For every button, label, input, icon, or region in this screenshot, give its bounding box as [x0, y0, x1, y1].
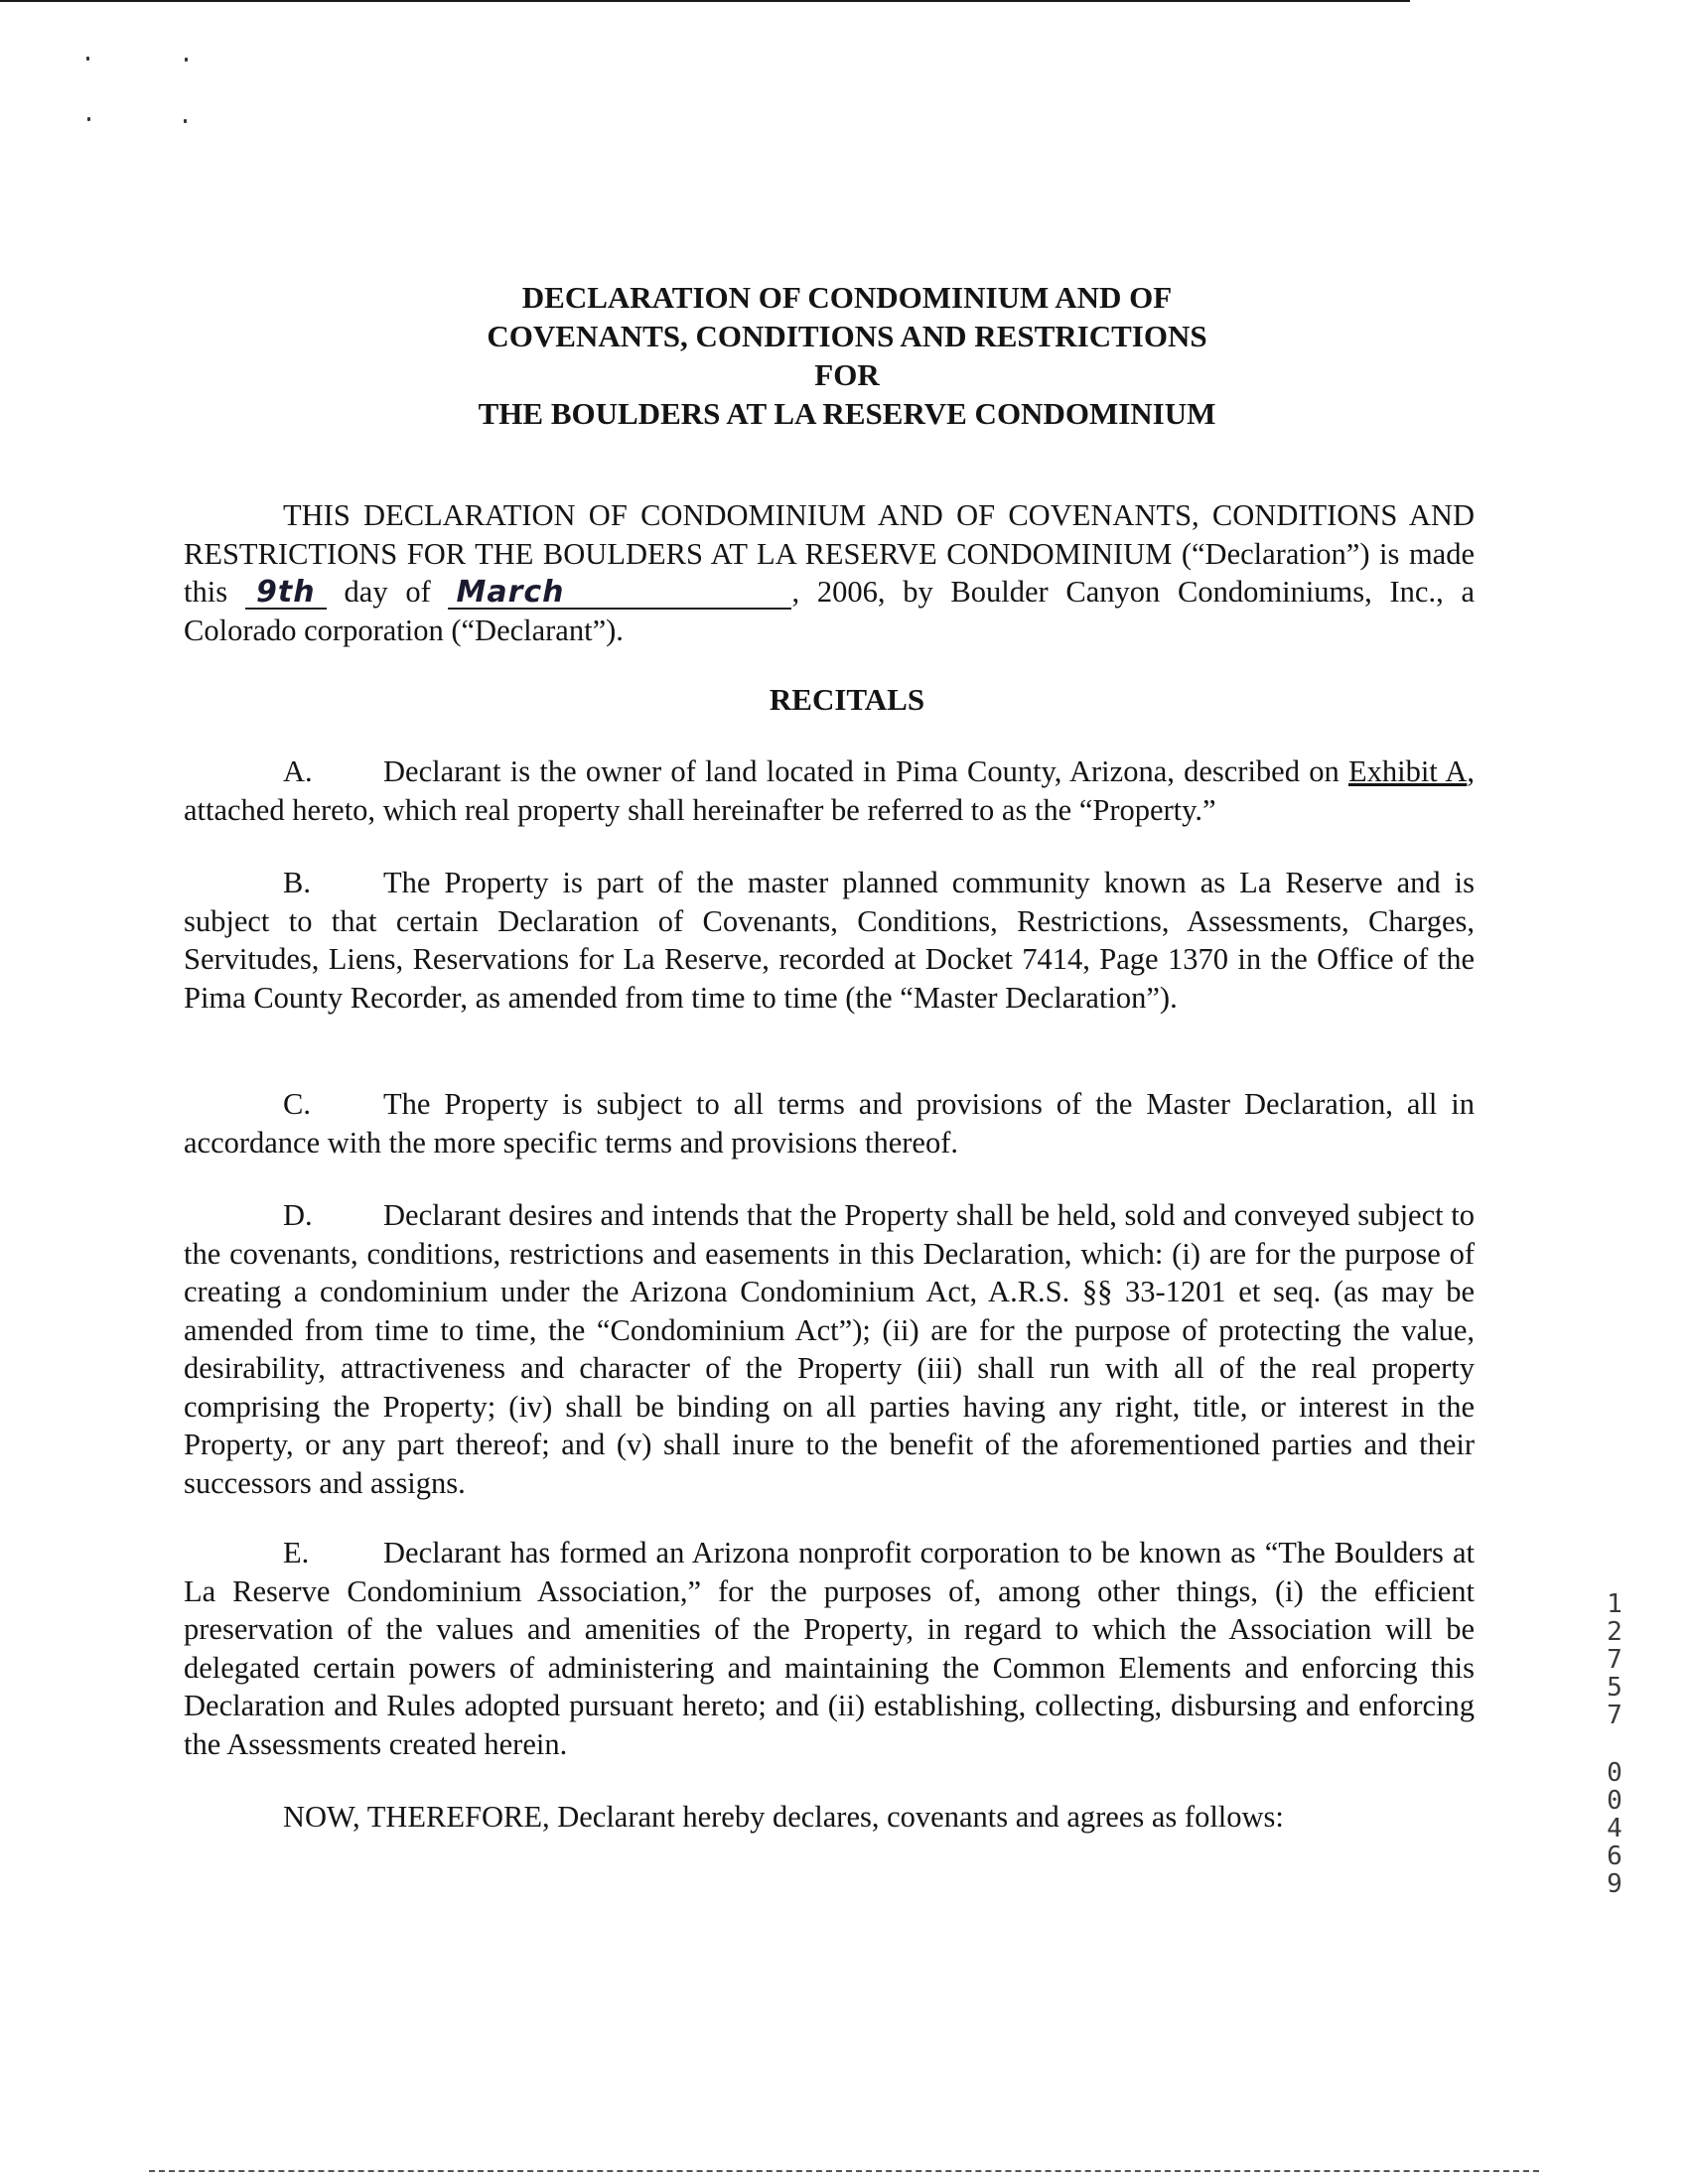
stamp-digit: 2	[1607, 1617, 1623, 1647]
handwritten-day: 9th	[256, 575, 316, 610]
recital-a-text-start: Declarant is the owner of land located in Pima County, Arizona, described on	[383, 754, 1348, 788]
stamp-digit: 7	[1607, 1645, 1623, 1675]
recital-c-text: The Property is subject to all terms and provisions of the Master Declaration, all in accordance with the more specific terms and provisions thereof.	[184, 1087, 1475, 1160]
stamp-digit: 5	[1607, 1673, 1623, 1703]
scan-top-edge	[0, 0, 1410, 2]
recital-letter: B.	[283, 866, 311, 899]
title-line: FOR	[814, 357, 880, 392]
recital-b	[184, 864, 1475, 1017]
intro-paragraph	[184, 496, 1475, 649]
recital-a	[184, 752, 1475, 829]
intro-text-after-month: , 2006, by Boulder Canyon Condominiums, Inc., a Colorado corporation (“Declarant”).	[184, 575, 1475, 647]
stamp-digit: 7	[1607, 1701, 1623, 1730]
stamp-digit: 6	[1607, 1842, 1623, 1871]
recitals-heading: RECITALS	[769, 682, 925, 717]
recital-c	[184, 1085, 1475, 1161]
title-line: THE BOULDERS AT LA RESERVE CONDOMINIUM	[478, 396, 1216, 431]
recital-letter: A.	[283, 754, 313, 788]
recital-letter: E.	[283, 1536, 310, 1570]
scan-speck	[185, 58, 188, 62]
exhibit-a-reference: Exhibit A	[1347, 754, 1468, 788]
scan-speck	[86, 57, 89, 61]
day-blank	[245, 577, 327, 610]
recital-letter: C.	[283, 1087, 311, 1121]
title-line: DECLARATION OF CONDOMINIUM AND OF	[521, 280, 1173, 315]
stamp-digit: 0	[1607, 1786, 1623, 1816]
scan-speck	[184, 119, 187, 123]
scan-speck	[87, 117, 90, 121]
title-line: COVENANTS, CONDITIONS AND RESTRICTIONS	[487, 319, 1207, 353]
document-title	[0, 278, 1694, 433]
scan-bottom-edge	[149, 2170, 1539, 2172]
stamp-digit: 9	[1607, 1869, 1623, 1899]
recital-e-text: Declarant has formed an Arizona nonprofit corporation to be known as “The Boulders at La Reserve Condominium Association,” for the purposes of, among other things, (i) the efficient preservation of the values and amenities of the Property, in regard to which the Association will be delegated certain powers of administering and maintaining the Common Elements and enforcing this Declaration and Rules adopted pursuant hereto; and (ii) establishing, collecting, disbursing and enforcing the Assessments created herein.	[184, 1536, 1475, 1761]
stamp-gap	[1602, 1729, 1627, 1759]
month-blank	[448, 577, 791, 610]
recital-e	[184, 1534, 1475, 1763]
recital-letter: D.	[283, 1198, 313, 1232]
intro-text-before-day: THIS DECLARATION OF CONDOMINIUM AND OF COVENANTS, CONDITIONS AND RESTRICTIONS FOR THE BOULDERS AT LA RESERVE CONDOMINIUM (“Declaration”) is made this	[184, 498, 1475, 609]
intro-text-day-of: day of	[326, 575, 449, 609]
stamp-digit: 1	[1607, 1589, 1623, 1619]
recital-d	[184, 1196, 1475, 1502]
recital-a-text-end: , attached hereto, which real property shall hereinafter be referred to as the “Property.”	[184, 754, 1475, 827]
stamp-digit: 0	[1607, 1758, 1623, 1788]
recital-d-text: Declarant desires and intends that the Property shall be held, sold and conveyed subject to the covenants, conditions, restrictions and easements in this Declaration, which: (i) are for the purpose of creating a condominium under the Arizona Condominium Act, A.R.S. §§ 33-1201 et seq. (as may be amended from time to time, the “Condominium Act”); (ii) are for the purpose of protecting the value, desirability, attractiveness and character of the Property (iii) shall run with all of the real property comprising the Property; (iv) shall be binding on all parties having any right, title, or interest in the Property, or any part thereof; and (v) shall inure to the benefit of the aforementioned parties and their successors and assigns.	[184, 1198, 1475, 1500]
recording-stamp	[1602, 1590, 1627, 1898]
handwritten-month: March	[456, 575, 565, 610]
now-therefore-clause: NOW, THEREFORE, Declarant hereby declares, covenants and agrees as follows:	[283, 1800, 1284, 1834]
stamp-digit: 4	[1607, 1814, 1623, 1843]
recital-b-text: The Property is part of the master planned community known as La Reserve and is subject to that certain Declaration of Covenants, Conditions, Restrictions, Assessments, Charges, Servitudes, Liens, Reservations for La Reserve, recorded at Docket 7414, Page 1370 in the Office of the Pima County Recorder, as amended from time to time (the “Master Declaration”).	[184, 866, 1475, 1015]
